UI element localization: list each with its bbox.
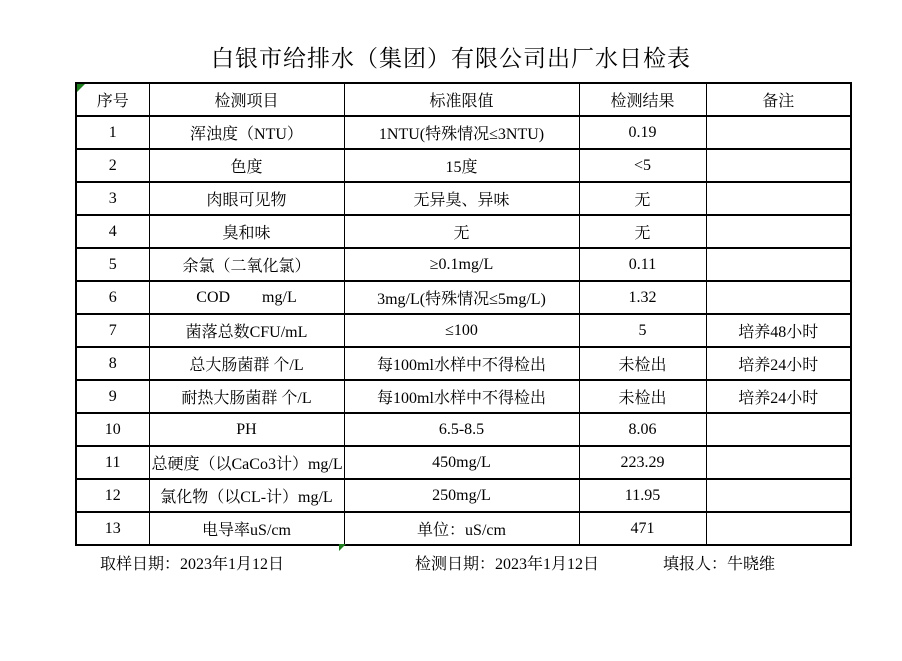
cell-item: 耐热大肠菌群 个/L [149,380,344,413]
test-date-text: 检测日期：2023年1月12日 [415,556,600,573]
cell-limit: 450mg/L [344,446,579,479]
cell-no: 8 [76,347,149,380]
cell-remark [706,149,851,182]
cell-item: 菌落总数CFU/mL [149,314,344,347]
cell-limit: ≥0.1mg/L [344,248,579,281]
cell-no: 12 [76,479,149,512]
table-row [76,413,851,446]
table-row [76,314,851,347]
table-row [76,215,851,248]
cell-remark [706,479,851,512]
inspection-table [75,82,852,546]
page-title: 白银市给排水（集团）有限公司出厂水日检表 [211,46,691,71]
cell-no: 6 [76,281,149,314]
cell-remark: 培养24小时 [706,380,851,413]
cell-result: 5 [579,314,706,347]
cell-item: 浑浊度（NTU） [149,116,344,149]
cell-item: 肉眼可见物 [149,182,344,215]
cell-limit: 每100ml水样中不得检出 [344,380,579,413]
cell-result: 223.29 [579,446,706,479]
table-row [76,347,851,380]
cell-item: 色度 [149,149,344,182]
reporter-text: 填报人：牛晓维 [663,556,776,573]
cell-no: 3 [76,182,149,215]
cell-no: 10 [76,413,149,446]
cell-no: 7 [76,314,149,347]
table-row [76,248,851,281]
cell-result: 0.19 [579,116,706,149]
header-no: 序号 [76,83,149,116]
cell-limit: 无 [344,215,579,248]
cell-limit: ≤100 [344,314,579,347]
cell-result: 471 [579,512,706,545]
cell-remark [706,116,851,149]
cell-result: 未检出 [579,347,706,380]
header-limit: 标准限值 [344,83,579,116]
table-header-row [76,83,851,116]
cell-result: 11.95 [579,479,706,512]
cell-remark: 培养24小时 [706,347,851,380]
cell-no: 5 [76,248,149,281]
cell-result: 未检出 [579,380,706,413]
cell-no: 1 [76,116,149,149]
cell-result: 无 [579,182,706,215]
cell-item: PH [149,413,344,446]
footer [0,551,902,575]
cell-limit: 单位：uS/cm [344,512,579,545]
table-row [76,116,851,149]
cell-limit: 15度 [344,149,579,182]
table-row [76,281,851,314]
cell-remark: 培养48小时 [706,314,851,347]
cell-no: 9 [76,380,149,413]
green-spill-marker-icon [339,544,346,551]
cell-limit: 无异臭、异味 [344,182,579,215]
header-result: 检测结果 [579,83,706,116]
cell-remark [706,512,851,545]
cell-item: 氯化物（以CL-计）mg/L [149,479,344,512]
cell-remark [706,413,851,446]
cell-item: 余氯（二氧化氯） [149,248,344,281]
cell-result: 1.32 [579,281,706,314]
cell-item: COD mg/L [149,281,344,314]
cell-limit: 250mg/L [344,479,579,512]
table-row [76,182,851,215]
table-row [76,380,851,413]
cell-result: <5 [579,149,706,182]
cell-item: 电导率uS/cm [149,512,344,545]
cell-result: 0.11 [579,248,706,281]
cell-result: 无 [579,215,706,248]
cell-remark [706,215,851,248]
table-row [76,446,851,479]
cell-item: 总硬度（以CaCo3计）mg/L [149,446,344,479]
cell-limit: 6.5-8.5 [344,413,579,446]
cell-result: 8.06 [579,413,706,446]
cell-no: 2 [76,149,149,182]
cell-item: 总大肠菌群 个/L [149,347,344,380]
header-item: 检测项目 [149,83,344,116]
cell-limit: 3mg/L(特殊情况≤5mg/L) [344,281,579,314]
table-row [76,512,851,545]
cell-no: 11 [76,446,149,479]
cell-limit: 每100ml水样中不得检出 [344,347,579,380]
cell-no: 4 [76,215,149,248]
cell-remark [706,248,851,281]
sampling-date-text: 取样日期：2023年1月12日 [100,556,285,573]
cell-remark [706,182,851,215]
cell-limit: 1NTU(特殊情况≤3NTU) [344,116,579,149]
cell-remark [706,446,851,479]
table-row [76,149,851,182]
cell-item: 臭和味 [149,215,344,248]
cell-no: 13 [76,512,149,545]
header-remark: 备注 [706,83,851,116]
table-row [76,479,851,512]
cell-remark [706,281,851,314]
